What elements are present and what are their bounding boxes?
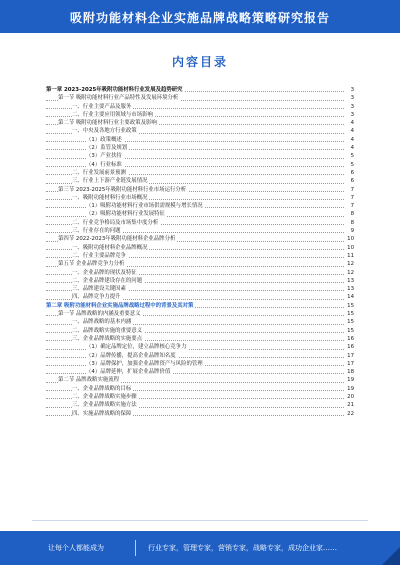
toc-entry-label: 四、实施品牌战略的保障 [72,410,132,417]
toc-entry-label: （2）品牌传播，提高企业品牌知名度 [86,352,176,359]
toc-entry[interactable] [46,302,354,310]
toc-entry-page: 9 [345,227,354,235]
toc-entry-label: （4）行业标准 [86,161,122,168]
toc-entry-label: （1）政策概述 [86,136,122,143]
toc-entry[interactable] [46,127,354,135]
toc-entry[interactable] [46,335,354,343]
toc-entry-page: 7 [345,202,354,210]
toc-entry[interactable] [46,360,354,368]
toc-entry[interactable] [46,327,354,335]
toc-entry-page: 4 [345,119,354,127]
toc-entry[interactable] [46,385,354,393]
toc-entry[interactable] [46,169,354,177]
toc-entry[interactable] [46,119,354,127]
toc-entry-label: 一、吸附功能材料企业品牌概况 [72,244,148,251]
footer-separator [135,540,136,556]
toc-entry-page: 3 [345,94,354,102]
toc-entry[interactable] [46,318,354,326]
toc-entry-page: 7 [345,194,354,202]
toc-entry[interactable] [46,94,354,102]
toc-entry-page: 21 [345,401,354,409]
toc-entry-page: 17 [345,352,354,360]
toc-entry[interactable] [46,103,354,111]
toc-entry-page: 16 [345,343,354,351]
toc-entry-page: 8 [345,210,354,218]
toc-entry[interactable] [46,269,354,277]
toc-entry-label: 二、行业主要品牌竞争 [72,252,126,259]
toc-entry-page: 11 [345,252,354,260]
toc-entry-page: 12 [345,269,354,277]
toc-entry[interactable] [46,144,354,152]
toc-entry-label: 第二章 吸附功能材料企业实施品牌战略过程中的背景及其对策 [46,302,194,309]
toc-entry-label: 三、行业存在的问题 [72,228,121,235]
footer-divider [32,520,368,521]
toc-entry[interactable] [46,161,354,169]
toc-entry-page: 20 [345,393,354,401]
toc-entry-label: 三、企业品牌战略实施方法 [72,402,137,409]
toc-entry-page: 5 [345,152,354,160]
toc-entry-page: 19 [345,376,354,384]
toc-entry[interactable] [46,252,354,260]
toc-entry-label: 第二节 吸附功能材料行业主要政策及影响 [58,120,157,127]
toc-entry[interactable] [46,401,354,409]
header-bar [0,0,400,33]
toc-entry-page: 3 [345,86,354,94]
toc-entry-page: 5 [345,161,354,169]
toc-entry-label: 第一节 品牌战略的内涵及重要意义 [58,311,141,318]
toc-entry[interactable] [46,393,354,401]
toc-entry-label: 三、行业上下游产业链发展情况 [72,178,148,185]
footer-slogan-left: 让每个人都能成为 [48,544,104,552]
toc-entry[interactable] [46,136,354,144]
toc-entry-label: 第五节 企业品牌竞争力分析 [58,261,125,268]
toc-entry-page: 7 [345,186,354,194]
toc-entry-label: 一、行业主要产品及服务 [72,103,132,110]
toc-entry-label: （1）吸附功能材料行业市场供需规模与增长情况 [86,203,203,210]
toc-entry[interactable] [46,111,354,119]
toc-entry-page: 10 [345,235,354,243]
toc-entry[interactable] [46,368,354,376]
toc-entry[interactable] [46,86,354,94]
toc-entry-label: 二、行业主要应用领域与市场影响 [72,111,153,118]
toc-entry-label: （2）监管及规划 [86,145,128,152]
toc-heading: 内容目录 [171,55,228,69]
toc-entry[interactable] [46,244,354,252]
toc-entry[interactable] [46,152,354,160]
toc-entry[interactable] [46,410,354,418]
toc-entry-page: 10 [345,244,354,252]
toc-entry-label: （4）品牌延伸，扩展企业品牌价值 [86,369,171,376]
toc-entry-label: 二、品牌战略实施的重要意义 [72,327,143,334]
toc-entry-page: 3 [345,103,354,111]
toc-entry-page: 18 [345,368,354,376]
toc-entry-page: 12 [345,260,354,268]
toc-entry-label: 第二节 品牌战略实施流程 [58,377,120,384]
toc-entry-page: 19 [345,385,354,393]
toc-entry-page: 15 [345,302,354,310]
toc-entry-label: 第四节 2022-2023年吸附功能材料企业品牌分析 [58,236,176,243]
toc-entry-label: （3）产业扶持 [86,153,122,160]
toc-entry-label: （1）确定品牌定位，建立品牌核心竞争力 [86,344,187,351]
toc-entry-label: 二、行业发展前景预测 [72,169,126,176]
toc-entry-label: 三、品牌建设关键因素 [72,286,126,293]
toc-entry-page: 4 [345,136,354,144]
toc-entry-label: （2）吸附功能材料行业发展特征 [86,211,165,218]
toc-entry[interactable] [46,352,354,360]
toc-entry-page: 15 [345,310,354,318]
toc-entry[interactable] [46,186,354,194]
toc-entry[interactable] [46,260,354,268]
toc-entry-page: 17 [345,360,354,368]
footer-slogan-right: 行业专家，管理专家，营销专家，战略专家，成功企业家…… [148,544,337,552]
toc-entry-label: 二、行业竞争格局及市场集中度分析 [72,219,159,226]
toc-entry[interactable] [46,310,354,318]
toc-entry-page: 6 [345,177,354,185]
toc-entry-label: 一、企业品牌战略的目标 [72,385,132,392]
toc-entry[interactable] [46,194,354,202]
footer-bar [0,531,400,565]
toc-entry[interactable] [46,219,354,227]
toc-entry[interactable] [46,376,354,384]
report-title: 吸附功能材料企业实施品牌战略策略研究报告 [69,11,330,25]
toc-entry[interactable] [46,285,354,293]
toc-entry-page: 15 [345,327,354,335]
toc-entry-page: 15 [345,318,354,326]
toc-entry[interactable] [46,277,354,285]
toc-entry-page: 4 [345,127,354,135]
toc-entry-page: 13 [345,285,354,293]
toc-entry-label: 第三节 2023-2025年吸附功能材料行业市场运行分析 [58,186,187,193]
toc-entry[interactable] [46,343,354,351]
toc-entry-page: 6 [345,169,354,177]
toc-entry-page: 3 [345,111,354,119]
toc-entry-page: 16 [345,335,354,343]
toc-entry-label: 一、品牌战略的基本内涵 [72,319,132,326]
toc-entry-label: 一、吸附功能材料行业市场概况 [72,194,148,201]
toc-entry-label: 四、品牌竞争力提升 [72,294,121,301]
toc-entry-label: （3）品牌保护，加强企业品牌资产与风险的管理 [86,360,203,367]
toc-entry[interactable] [46,227,354,235]
toc-entry-label: 第一节 吸附功能材料行业产品特性及发展环境分析 [58,95,179,102]
toc-entry-label: 一、企业品牌的现状及特征 [72,269,137,276]
toc-entry-page: 14 [345,293,354,301]
toc-entry[interactable] [46,235,354,243]
toc-entry-page: 8 [345,219,354,227]
toc-entry-page: 4 [345,144,354,152]
toc-entry-label: 第一章 2023-2025年吸附功能材料行业发展及趋势研究 [46,87,183,93]
toc-entry-label: 二、企业品牌战略实施步骤 [72,393,137,400]
corner-decoration [382,547,400,565]
table-of-contents [46,86,354,418]
toc-entry-page: 13 [345,277,354,285]
toc-entry[interactable] [46,202,354,210]
toc-entry-label: 三、企业品牌战略的实施要点 [72,335,143,342]
toc-entry[interactable] [46,177,354,185]
toc-entry[interactable] [46,293,354,301]
toc-entry-label: 一、中央及各地方行业政策 [72,128,137,135]
toc-entry[interactable] [46,210,354,218]
toc-entry-label: 二、企业品牌建设存在的问题 [72,277,143,284]
toc-entry-page: 22 [345,410,354,418]
